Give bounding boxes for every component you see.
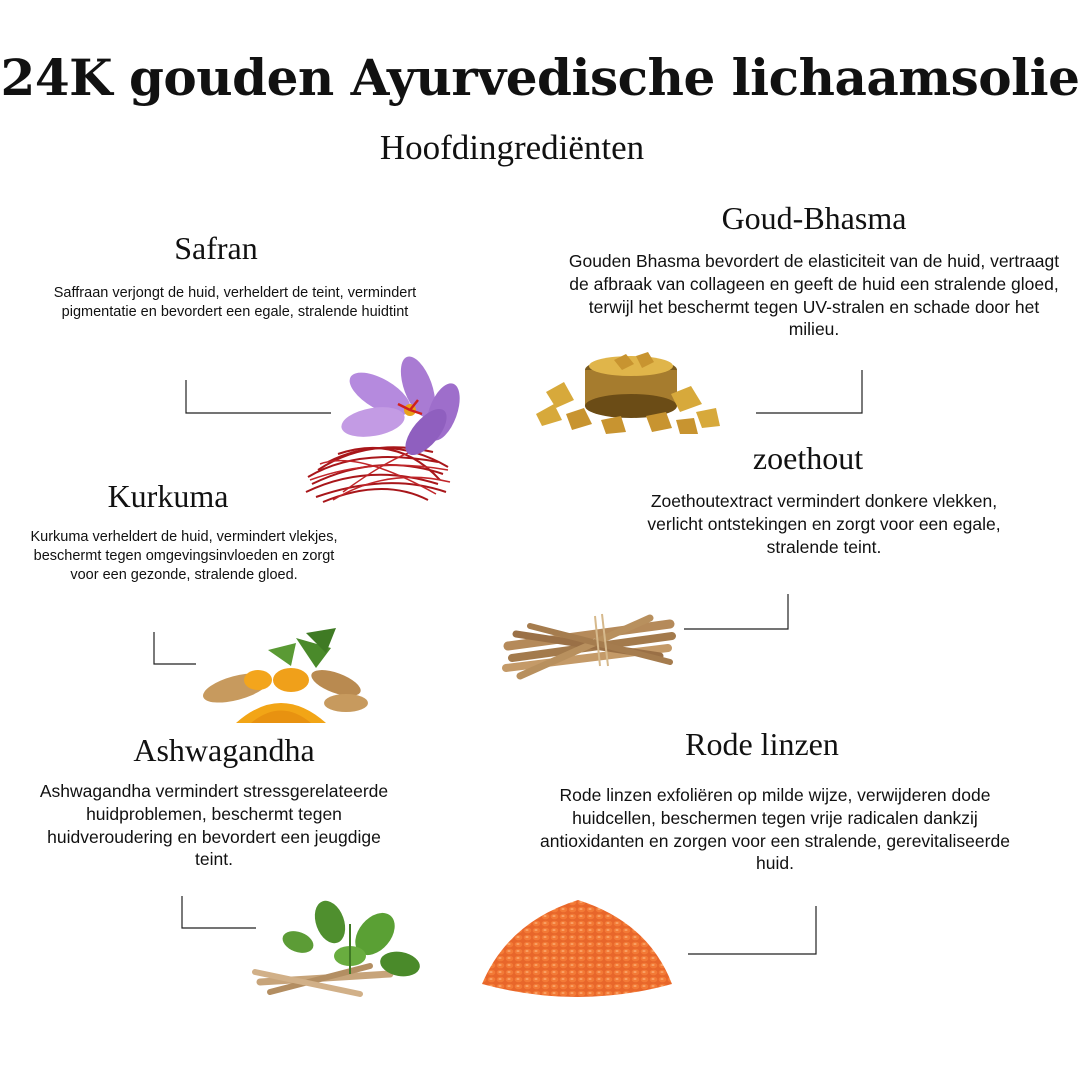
ashwagandha-connector (176, 894, 260, 932)
red-lentils-image (478, 892, 676, 1004)
saffron-description: Saffraan verjongt de huid, verheldert de teint, vermindert pigmentatie en bevordert een egale, stralende huidtint (53, 285, 417, 320)
red-lentils-description: Rode linzen exfoliëren op milde wijze, verwijderen dode huidcellen, beschermen tegen vrije radicalen dankzij antioxidanten en zorgen voor een stralende, gerevitaliseerde huid. (540, 785, 1010, 874)
licorice-description: Zoethoutextract vermindert donkere vlekken, verlicht ontstekingen en zorgt voor een egale, stralende teint. (647, 491, 1001, 557)
page-title: 24K gouden Ayurvedische lichaamsolie (0, 48, 1080, 107)
saffron-heading: Safran (174, 230, 258, 266)
red-lentils-connector (684, 904, 820, 958)
gold-bhasma-image (526, 342, 726, 437)
ashwagandha-description: Ashwagandha vermindert stressgerelateerde huidproblemen, beschermt tegen huidveroudering en bevordert een jeugdige teint. (39, 781, 389, 870)
gold-bhasma-description: Gouden Bhasma bevordert de elasticiteit van de huid, vertraagt de afbraak van collageen en geeft de huid een stralende gloed, terwijl het beschermt tegen UV-stralen en schade door het milieu. (568, 251, 1060, 340)
ashwagandha-heading: Ashwagandha (133, 732, 315, 768)
turmeric-heading: Kurkuma (107, 478, 229, 514)
turmeric-image (196, 628, 372, 728)
gold-bhasma-heading: Goud-Bhasma (721, 200, 907, 236)
licorice-image (500, 596, 680, 686)
licorice-heading: zoethout (752, 440, 864, 476)
gold-bhasma-connector (752, 368, 868, 418)
turmeric-connector (148, 630, 200, 668)
turmeric-description: Kurkuma verheldert de huid, vermindert vlekjes, beschermt tegen omgevingsinvloeden en zorgt voor een gezonde, stralende gloed. (30, 529, 338, 583)
page-subtitle: Hoofdingrediënten (379, 128, 645, 167)
ashwagandha-image (250, 894, 425, 1004)
licorice-connector (680, 592, 792, 634)
red-lentils-heading: Rode linzen (685, 726, 839, 762)
saffron-image (298, 352, 468, 507)
